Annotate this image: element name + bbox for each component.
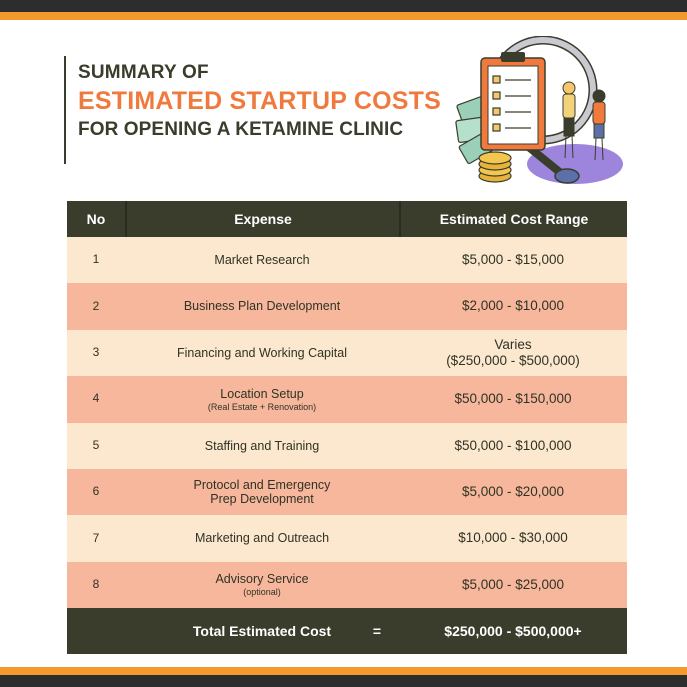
row-no: 7 <box>92 530 100 545</box>
title-line-3: FOR OPENING A KETAMINE CLINIC <box>78 118 404 140</box>
expense-label: Location Setup <box>220 386 304 401</box>
row-no: 3 <box>92 345 100 360</box>
row-expense <box>125 376 399 422</box>
expense-label-line-2: Prep Development <box>210 492 314 507</box>
table-row <box>67 469 627 515</box>
expense-note: (optional) <box>243 587 281 598</box>
table-row <box>67 283 627 329</box>
table-row <box>67 562 627 608</box>
row-no: 8 <box>92 577 100 592</box>
row-cost <box>399 469 627 515</box>
cost-value-range: ($250,000 - $500,000) <box>446 352 580 368</box>
top-orange-band <box>0 12 687 20</box>
title-line-2: ESTIMATED STARTUP COSTS <box>78 86 441 115</box>
total-value: $250,000 - $500,000+ <box>444 623 582 640</box>
table-row <box>67 515 627 561</box>
header-expense: Expense <box>125 201 399 237</box>
row-expense <box>125 469 399 515</box>
row-expense <box>125 330 399 376</box>
expense-label: Staffing and Training <box>204 438 320 453</box>
title-line-1: SUMMARY OF <box>78 62 209 83</box>
expense-label: Business Plan Development <box>183 299 341 314</box>
row-no: 5 <box>92 437 100 452</box>
row-expense <box>125 515 399 561</box>
table-row <box>67 237 627 283</box>
cost-value: $50,000 - $150,000 <box>454 391 572 407</box>
cost-value: $2,000 - $10,000 <box>461 298 565 314</box>
row-expense <box>125 423 399 469</box>
row-cost <box>399 237 627 283</box>
row-no: 2 <box>92 298 100 313</box>
expense-label: Advisory Service <box>215 572 309 587</box>
cost-value: $5,000 - $25,000 <box>461 576 565 592</box>
table-row <box>67 330 627 376</box>
row-no: 6 <box>92 484 100 499</box>
bottom-orange-band <box>0 667 687 675</box>
row-cost <box>399 423 627 469</box>
illustration <box>455 36 625 190</box>
cost-value: $10,000 - $30,000 <box>458 530 568 546</box>
row-expense <box>125 237 399 283</box>
header-no: No <box>86 211 106 227</box>
total-equals: = <box>372 623 382 640</box>
expense-label: Protocol and Emergency <box>193 477 331 492</box>
row-cost <box>399 330 627 376</box>
row-expense <box>125 283 399 329</box>
expense-label: Financing and Working Capital <box>176 345 347 360</box>
coin-stack-icon <box>479 152 511 182</box>
cost-value: $50,000 - $100,000 <box>454 437 572 453</box>
expense-note: (Real Estate + Renovation) <box>207 401 317 412</box>
expense-label: Marketing and Outreach <box>194 531 330 546</box>
expense-label: Market Research <box>214 253 310 267</box>
table-total-row <box>67 608 627 654</box>
total-label: Total Estimated Cost <box>192 623 332 640</box>
cost-value: $5,000 - $20,000 <box>461 484 565 500</box>
cost-value: Varies <box>494 336 532 352</box>
title-block <box>64 56 441 164</box>
header-cost: Estimated Cost Range <box>399 201 627 237</box>
row-expense <box>125 562 399 608</box>
row-no: 1 <box>92 252 100 267</box>
table-row <box>67 423 627 469</box>
table-row <box>67 376 627 422</box>
cost-table <box>67 201 627 654</box>
clipboard-icon <box>481 52 545 150</box>
bottom-dark-band <box>0 675 687 687</box>
top-dark-band <box>0 0 687 12</box>
table-header <box>67 201 627 237</box>
row-cost <box>399 376 627 422</box>
cost-value: $5,000 - $15,000 <box>461 252 565 268</box>
row-no: 4 <box>92 391 100 406</box>
row-cost <box>399 562 627 608</box>
row-cost <box>399 283 627 329</box>
row-cost <box>399 515 627 561</box>
